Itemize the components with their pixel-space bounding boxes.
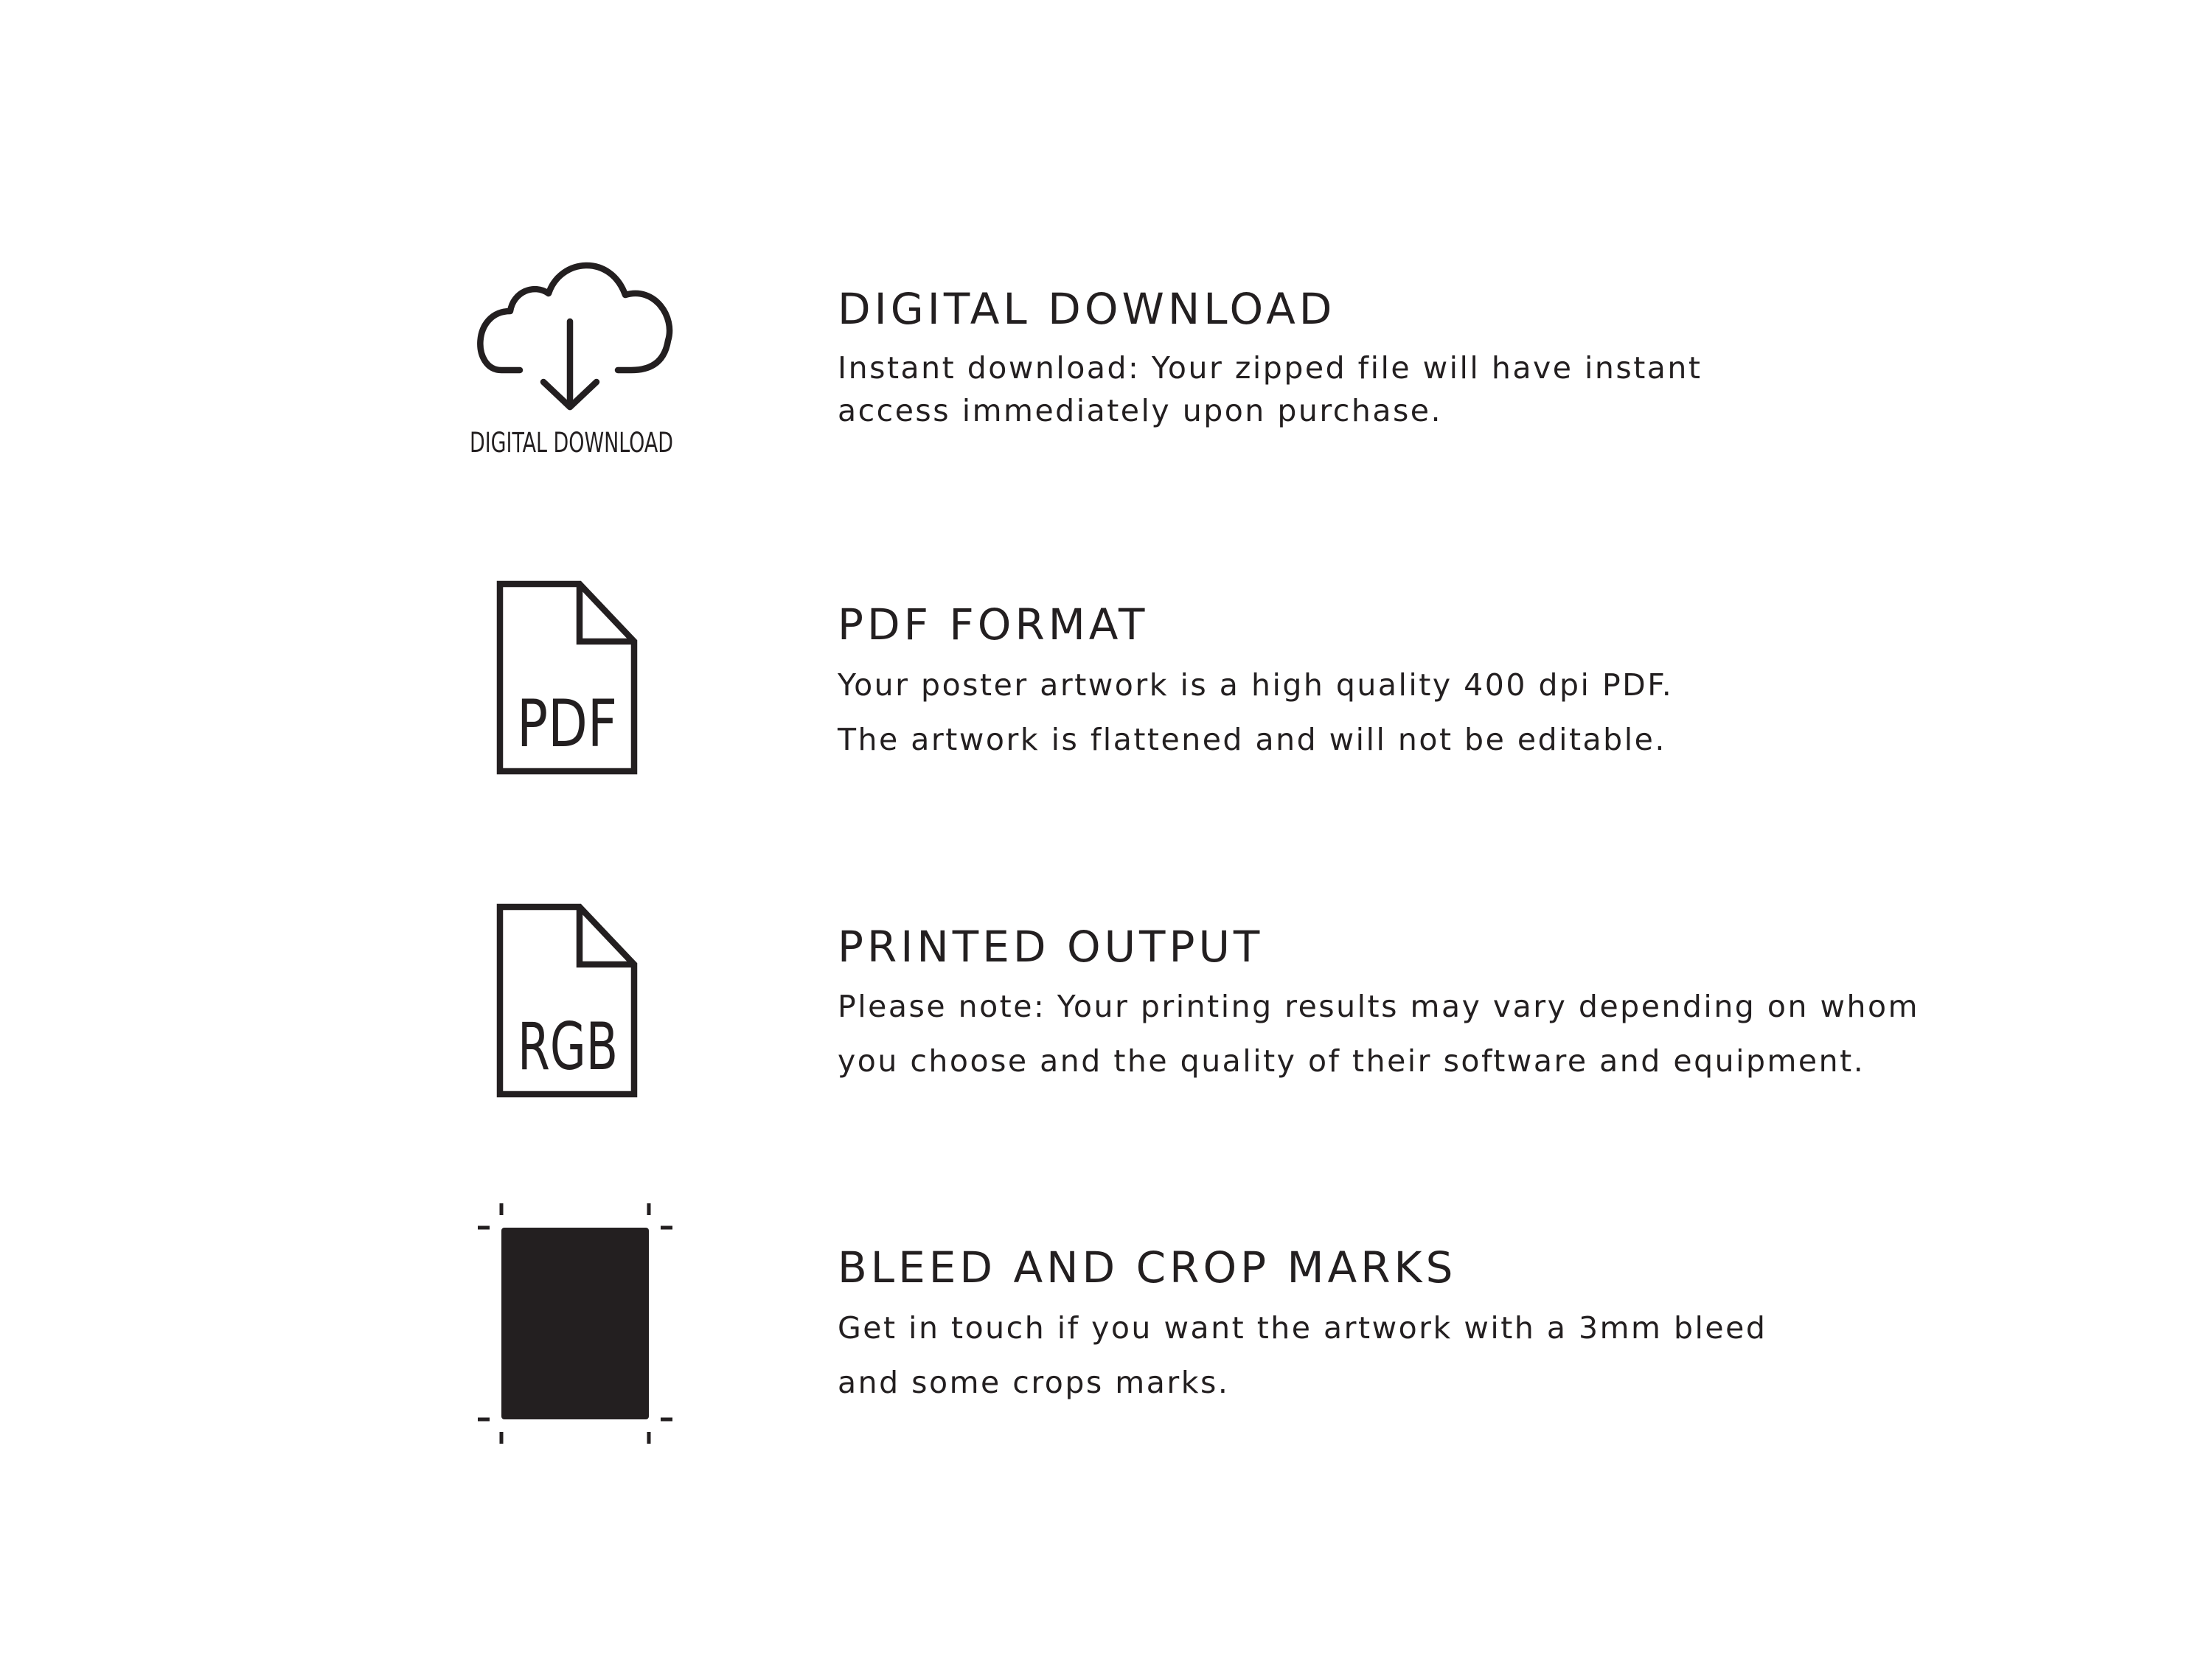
feature-description (838, 347, 1702, 432)
feature-description-line: you choose and the quality of their software and equipment. (838, 1043, 1865, 1079)
feature-description-line: Your poster artwork is a high quality 400 dpi PDF. (838, 667, 1674, 703)
icon-caption: DIGITAL DOWNLOAD (470, 427, 673, 459)
feature-description (838, 658, 1673, 767)
cloud-download-icon (457, 243, 693, 465)
feature-description-line: Instant download: Your zipped file will have instant (838, 350, 1703, 386)
pdf-label: PDF (517, 686, 617, 762)
feature-title: PRINTED OUTPUT (838, 922, 1264, 972)
rgb-file-icon (494, 901, 641, 1100)
feature-title: DIGITAL DOWNLOAD (838, 284, 1336, 334)
feature-description (838, 979, 1919, 1088)
feature-description-line: access immediately upon purchase. (838, 393, 1443, 428)
feature-title: PDF FORMAT (838, 599, 1149, 650)
feature-title: BLEED AND CROP MARKS (838, 1242, 1457, 1293)
feature-description-line: and some crops marks. (838, 1365, 1230, 1400)
pdf-file-icon (494, 578, 641, 777)
feature-description-line: Get in touch if you want the artwork with a 3mm bleed (838, 1310, 1767, 1346)
rgb-label: RGB (518, 1009, 618, 1085)
crop-marks-icon (472, 1194, 678, 1445)
feature-description-line: The artwork is flattened and will not be editable. (838, 722, 1666, 757)
feature-description-line: Please note: Your printing results may vary depending on whom (838, 989, 1920, 1024)
feature-description (838, 1301, 1767, 1410)
